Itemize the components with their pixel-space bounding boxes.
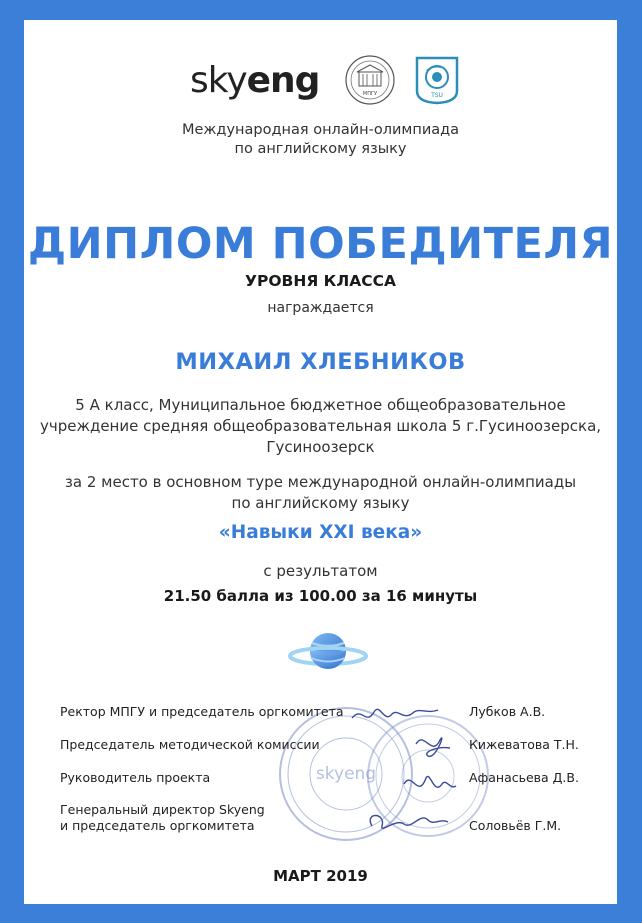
school-info: 5 А класс, Муниципальное бюджетное общеобразовательное учреждение средняя общеобразовательная школа 5 г.Гусиноозерска, Гусиноозерск xyxy=(39,396,602,456)
diploma-level: УРОВНЯ КЛАССА xyxy=(245,272,396,290)
signature-name-1: Лубков А.В. xyxy=(469,704,546,719)
diploma-sheet xyxy=(24,20,617,904)
olympiad-subtitle: Международная онлайн-олимпиада по английскому языку xyxy=(181,122,460,157)
signature-title-1: Ректор МПГУ и председатель оргкомитета xyxy=(60,704,344,719)
awarded-text: награждается xyxy=(267,300,374,316)
tsu-logo-icon xyxy=(414,55,460,105)
recipient-name: МИХАИЛ ХЛЕБНИКОВ xyxy=(175,349,466,375)
skyeng-logo: skyeng xyxy=(190,60,320,101)
result-label: с результатом xyxy=(263,562,378,580)
signature-title-4: Генеральный директор Skyeng и председатель оргкомитета xyxy=(60,802,265,833)
signature-name-2: Кижеватова Т.Н. xyxy=(469,737,579,752)
planet-icon xyxy=(288,627,368,677)
event-name: «Навыки XXI века» xyxy=(218,522,423,543)
award-reason: за 2 место в основном туре международной онлайн-олимпиады по английскому языку xyxy=(64,473,577,512)
svg-text:TSU: TSU xyxy=(431,92,443,99)
signature-name-4: Соловьёв Г.М. xyxy=(469,818,562,833)
svg-text:skyeng: skyeng xyxy=(315,764,377,784)
mpgu-seal-icon xyxy=(344,54,396,106)
diploma-title: ДИПЛОМ ПОБЕДИТЕЛЯ xyxy=(27,219,614,269)
result-value: 21.50 балла из 100.00 за 16 минуты xyxy=(163,587,478,605)
issue-date: МАРТ 2019 xyxy=(273,867,368,885)
svg-text:МПГУ: МПГУ xyxy=(362,91,378,97)
signature-title-3: Руководитель проекта xyxy=(60,770,211,785)
signature-title-2: Председатель методической комиссии xyxy=(60,737,320,752)
handwritten-signatures xyxy=(342,700,462,840)
signature-name-3: Афанасьева Д.В. xyxy=(469,770,579,785)
